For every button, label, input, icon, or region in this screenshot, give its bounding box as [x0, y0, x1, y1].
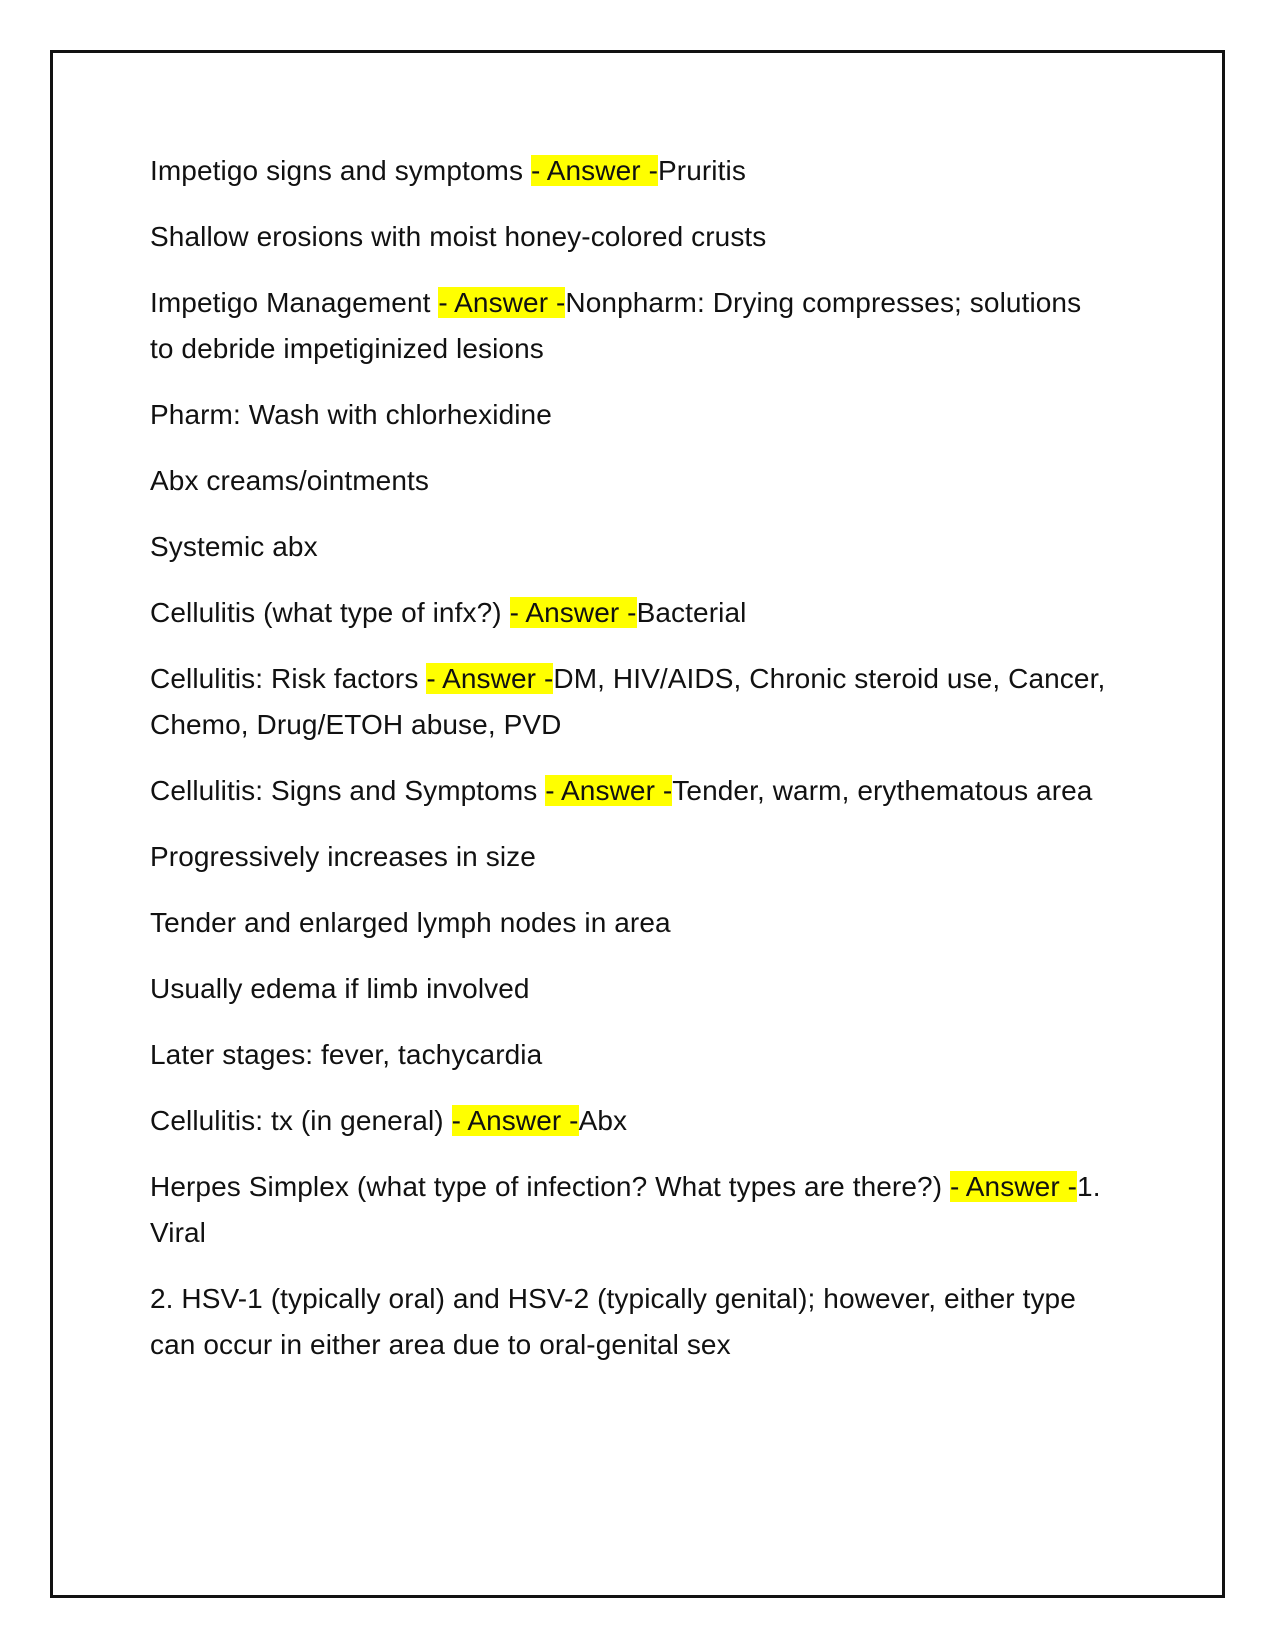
qa-entry: [150, 148, 1110, 194]
question-text: Impetigo Management: [150, 287, 439, 318]
text-line: Systemic abx: [150, 531, 318, 562]
answer-marker: - Answer -: [438, 287, 566, 318]
answer-text: DM, HIV/AIDS, Chronic steroid use, Cancer, Chemo, Drug/ETOH abuse, PVD: [150, 663, 1106, 740]
question-text: Cellulitis: Risk factors: [150, 663, 427, 694]
question-text: Cellulitis: tx (in general): [150, 1105, 452, 1136]
question-text: Herpes Simplex (what type of infection? What types are there?): [150, 1171, 951, 1202]
qa-entry: [150, 656, 1110, 748]
qa-entry: [150, 768, 1110, 814]
question-text: Impetigo signs and symptoms: [150, 155, 531, 186]
answer-marker: - Answer -: [950, 1171, 1078, 1202]
answer-marker: - Answer -: [530, 155, 658, 186]
answer-text: Tender, warm, erythematous area: [672, 775, 1093, 806]
answer-text: Bacterial: [636, 597, 747, 628]
qa-entry: [150, 1164, 1110, 1256]
answer-marker: - Answer -: [545, 775, 673, 806]
answer-marker: - Answer -: [509, 597, 637, 628]
text-line: Shallow erosions with moist honey-colored crusts: [150, 221, 767, 252]
answer-text: Nonpharm: Drying compresses; solutions to debride impetiginized lesions: [150, 287, 1082, 364]
text-line: Progressively increases in size: [150, 841, 536, 872]
qa-entry: [150, 1098, 1110, 1144]
text-line: Usually edema if limb involved: [150, 973, 530, 1004]
text-line: Pharm: Wash with chlorhexidine: [150, 399, 552, 430]
answer-text: 1. Viral: [150, 1171, 1101, 1248]
question-text: Cellulitis: Signs and Symptoms: [150, 775, 546, 806]
answer-marker: - Answer -: [451, 1105, 579, 1136]
answer-text: Pruritis: [658, 155, 746, 186]
qa-entry: [150, 590, 1110, 636]
question-text: Cellulitis (what type of infx?): [150, 597, 510, 628]
answer-text: Abx: [578, 1105, 628, 1136]
text-line: Tender and enlarged lymph nodes in area: [150, 907, 671, 938]
document-body: [150, 148, 1110, 1388]
qa-entry: [150, 280, 1110, 372]
text-line: Abx creams/ointments: [150, 465, 429, 496]
text-line: 2. HSV-1 (typically oral) and HSV-2 (typically genital); however, either type can occur in either area due to oral-genital sex: [150, 1283, 1076, 1360]
text-line: Later stages: fever, tachycardia: [150, 1039, 543, 1070]
answer-marker: - Answer -: [426, 663, 554, 694]
